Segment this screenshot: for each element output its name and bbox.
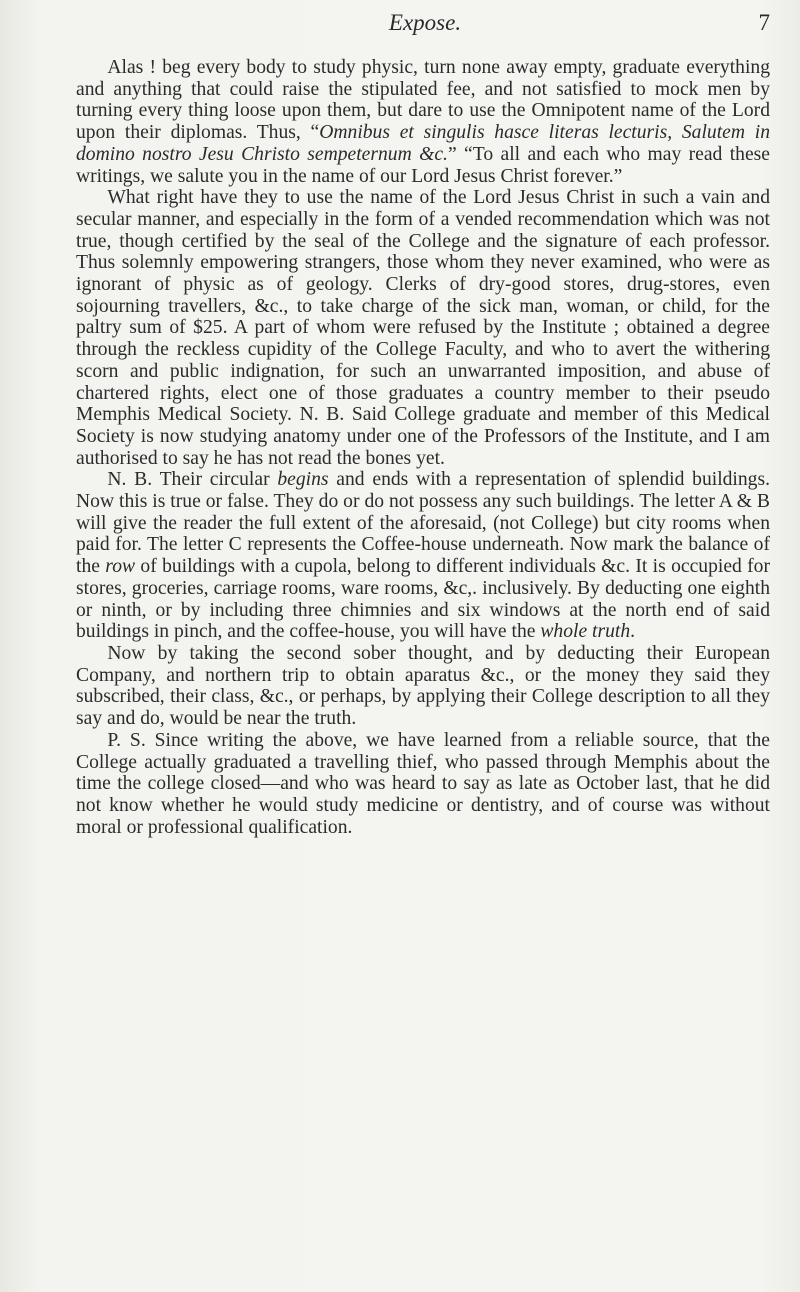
paragraph-3-text-d: . — [630, 621, 636, 643]
paragraph-3 — [76, 469, 770, 643]
paragraph-3-text-c: of buildings with a cupola, belong to different individuals &c. It is occupied for stores, groceries, carriage rooms, ware rooms, &c,. inclusively. By deducting one eighth or ninth, or by including three chimnies and six windows at the north end of said buildings in pinch, and the coffee-house, you will have the — [76, 556, 771, 643]
paragraph-3-text-b: and ends with a representation of splendid buildings. Now this is true or false. They do or do not possess any such buildings. The letter A & B will give the reader the full extent of the aforesaid, (not College) but city rooms when paid for. The letter C represents the Coffee-house underneath. Now mark the balance of the — [76, 469, 770, 578]
paragraph-3-text-a: N. B. Their circular — [107, 469, 278, 491]
paragraph-1-text-a: Alas ! beg every body to study physic, turn none away empty, graduate everything and anything that could raise the stipulated fee, and not satisfied to mock men by turning every thing loose upon them, but dare to use the Omnipotent name of the Lord upon their diplomas. Thus, “ — [76, 57, 770, 144]
emphasis-begins: begins — [277, 469, 329, 491]
paragraph-1-text-b: ” “To all and each who may read these writings, we salute you in the name of our Lord Jesus Christ forever.” — [76, 143, 770, 187]
paragraph-2: What right have they to use the name of the Lord Jesus Christ in such a vain and secular manner, and especially in the form of a vended recommendation which was not true, though certified by the seal of the College and the signature of each professor. Thus solemnly empowering strangers, those whom they never examined, who were as ignorant of physic as of geology. Clerks of dry-good stores, drug-stores, even sojourning travellers, &c., to take charge of the sick man, woman, or child, for the paltry sum of $25. A part of whom were refused by the Institute ; obtained a degree through the reckless cupidity of the College Faculty, and who to avert the withering scorn and public indignation, for such an unwarranted imposition, and abuse of chartered rights, elect one of those graduates a country member to their pseudo Memphis Medical Society. N. B. Said College graduate and member of this Medical Society is now studying anatomy under one of the Professors of the Institute, and I am authorised to say he has not read the bones yet. — [76, 187, 770, 469]
paragraph-4: Now by taking the second sober thought, and by deducting their European Company, and northern trip to obtain aparatus &c., or the money they said they subscribed, their class, &c., or perhaps, by applying their College description to all they say and do, would be near the truth. — [76, 642, 770, 730]
page-header — [80, 10, 770, 46]
emphasis-whole-truth: whole truth — [540, 621, 631, 643]
paragraph-5-postscript: P. S. Since writing the above, we have learned from a reliable source, that the College actually graduated a travelling thief, who passed through Memphis about the time the college closed—and who was heard to say as late as October last, that he did not know whether he would study medicine or dentistry, and of course was without moral or professional qualification. — [76, 729, 770, 838]
page-number: 7 — [758, 10, 770, 35]
body-text — [76, 57, 770, 838]
paragraph-1 — [76, 57, 770, 187]
emphasis-row: row — [105, 556, 136, 578]
running-title: Expose. — [388, 10, 462, 35]
latin-quotation: Omnibus et singulis hasce literas lecturis, Salutem in domino nostro Jesu Christo sempeternum &c. — [76, 122, 770, 165]
